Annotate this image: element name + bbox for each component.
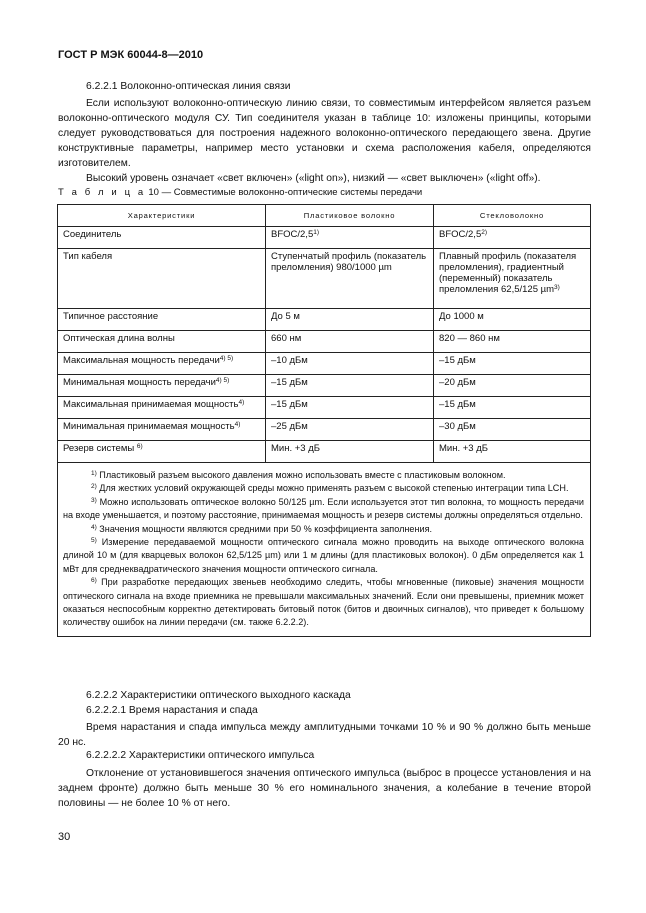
cell-characteristic-text: Максимальная принимаемая мощность [63,399,239,410]
cell-plastic [266,419,434,441]
cell-glass-text: BFOC/2,5 [439,229,482,240]
cell-characteristic-footnote-mark: 4) 5) [219,355,234,362]
table-note-mark: 1) [91,470,97,477]
table-note [63,469,584,482]
cell-glass-text: 820 — 860 нм [439,333,500,344]
section-62222-body [58,766,591,811]
table-note [63,536,584,576]
table-note [63,576,584,630]
table-note-mark: 6) [91,577,97,585]
cell-plastic-text: Мин. +3 дБ [271,443,320,454]
cell-characteristic-text: Минимальная мощность передачи [63,377,216,388]
cell-plastic-text: –10 дБм [271,355,308,366]
cell-plastic-text: –15 дБм [271,399,308,410]
section-6222-heading: 6.2.2.2 Характеристики оптического выходного каскада [86,690,351,701]
cell-characteristic-text: Тип кабеля [63,251,113,262]
cell-plastic [266,227,434,249]
cell-characteristic-text: Резерв системы [63,443,137,454]
section-62222-heading: 6.2.2.2.2 Характеристики оптического импульса [86,750,315,761]
cell-glass-text: –15 дБм [439,399,476,410]
header-plastic-fiber: Пластиковое волокно [266,205,434,227]
cell-plastic-text: –25 дБм [271,421,308,432]
section-62221-body [58,720,591,750]
table-notes-row [58,463,591,637]
table-note-text: Значения мощности являются средними при 50 % коэффициента заполнения. [96,523,433,534]
cell-characteristic-footnote-mark: 4) [238,399,245,406]
section-62222-paragraph: Отклонение от установившегося значения оптического импульса (выброс в процессе установления и на заднем фронте) должно быть меньше 30 % его номинального значения, а колебание в течение второй половины — не более 10 % от него. [58,768,591,809]
table-caption-text: 10 — Совместимые волоконно-оптические системы передачи [145,187,423,198]
cell-glass-footnote-mark: 3) [554,284,560,291]
cell-characteristic-footnote-mark: 4) [234,421,241,428]
cell-glass [434,249,591,309]
cell-glass-text: –20 дБм [439,377,476,388]
table-note-mark: 2) [91,483,97,491]
table-row [58,227,591,249]
cell-characteristic [58,441,266,463]
cell-plastic-text: Ступенчатый профиль (показатель преломления) 980/1000 µm [271,251,427,273]
cell-characteristic [58,331,266,353]
table-note-mark: 5) [91,537,97,545]
cell-glass [434,375,591,397]
cell-characteristic [58,419,266,441]
table-note-text: Измерение передаваемой мощности оптического сигнала можно проводить на выходе оптического волокна длиной 10 м (для кварцевых волокон 62,5/125 µm) или 1 м длины (для пластиковых волокон). 0 дБм определяется как 1 мВт для среднеквадратического значения мощности оптического сигнала. [63,537,584,574]
cell-glass [434,397,591,419]
cell-plastic-footnote-mark: 1) [313,229,320,236]
table-caption-label: Т а б л и ц а [58,187,146,198]
cell-characteristic [58,309,266,331]
table-note [63,482,584,495]
cell-glass [434,227,591,249]
document-header: ГОСТ Р МЭК 60044-8—2010 [58,49,204,61]
cell-plastic [266,331,434,353]
cell-plastic [266,441,434,463]
section-6221-paragraph-1: Если используют волоконно-оптическую линию связи, то совместимым интерфейсом является разъем волоконно-оптического модуля СУ. Тип соединителя указан в таблице 10: изложены принципы, которыми следует руководствоваться для построения надежного волоконно-оптического передающего звена. Другие конструктивные параметры, например место установки и схема расположения кабеля, определяются изготовителем. [58,98,591,169]
table-note-mark: 3) [91,496,97,504]
cell-glass-text: Мин. +3 дБ [439,443,488,454]
table-row [58,441,591,463]
cell-characteristic-text: Минимальная принимаемая мощность [63,421,235,432]
table-note-text: Можно использовать оптическое волокно 50/125 µm. Если используется этот тип волокна, то мощность передачи на входе уменьшается, и поэтому расстояние, принимаемая мощность и резерв системы должны определяться отдельно. [63,496,584,521]
table-notes [58,463,591,637]
cell-glass [434,309,591,331]
cell-characteristic-footnote-mark: 6) [136,443,143,450]
table-row [58,353,591,375]
cell-characteristic-text: Оптическая длина волны [63,333,175,344]
header-glass-fiber: Стекловолокно [434,205,591,227]
cell-characteristic [58,227,266,249]
cell-plastic [266,353,434,375]
table-note [63,523,584,536]
cell-glass [434,353,591,375]
cell-glass-text: До 1000 м [439,311,484,322]
table-row [58,309,591,331]
section-6221-body [58,96,591,186]
table-note-text: Пластиковый разъем высокого давления можно использовать вместе с пластиковым волокном. [96,470,506,480]
table-row [58,375,591,397]
cell-plastic-text: До 5 м [271,311,300,322]
cell-glass-footnote-mark: 2) [481,229,488,236]
page-number: 30 [58,831,71,843]
cell-plastic-text: –15 дБм [271,377,308,388]
table-body [58,227,591,463]
section-62221-heading: 6.2.2.2.1 Время нарастания и спада [86,705,258,716]
section-6221-paragraph-2: Высокий уровень означает «свет включен» («light on»), низкий — «свет выключен» («light off»). [86,173,541,184]
cell-plastic [266,397,434,419]
table-header-row [58,205,591,227]
cell-glass-text: –30 дБм [439,421,476,432]
table-caption [58,187,422,198]
cell-glass-text: –15 дБм [439,355,476,366]
cell-glass [434,441,591,463]
cell-glass [434,419,591,441]
cell-plastic [266,249,434,309]
cell-plastic [266,309,434,331]
cell-characteristic [58,375,266,397]
cell-plastic-text: 660 нм [271,333,302,344]
table-note [63,496,584,523]
cell-characteristic [58,353,266,375]
table-note-text: Для жестких условий окружающей среды можно применять разъем с высокой степенью интеграции типа LCH. [96,483,569,494]
cell-glass-text: Плавный профиль (показателя преломления), градиентный (переменный) показатель преломления 62,5/125 µm [439,251,577,295]
table-row [58,397,591,419]
cell-characteristic-text: Максимальная мощность передачи [63,355,220,366]
cell-characteristic-footnote-mark: 4) 5) [215,377,230,384]
cell-plastic-text: BFOC/2,5 [271,229,314,240]
section-6221-heading: 6.2.2.1 Волоконно-оптическая линия связи [86,81,291,92]
cell-characteristic-text: Соединитель [63,229,122,240]
table-note-mark: 4) [91,523,97,531]
table-row [58,419,591,441]
table-row [58,331,591,353]
compatible-fiber-systems-table [57,204,591,637]
cell-characteristic [58,249,266,309]
cell-plastic [266,375,434,397]
cell-characteristic [58,397,266,419]
table-note-text: При разработке передающих звеньев необходимо следить, чтобы мгновенные (пиковые) значения мощности оптического сигнала на входе приемника не превышали максимальных значений. Если они превышены, приемник может оказаться неспособным корректно детектировать битовый поток (битов и двоичных сигналов), что приведет к большому количеству ошибок на линии передачи (см. также 6.2.2.2). [63,577,584,628]
cell-characteristic-text: Типичное расстояние [63,311,159,322]
table-row [58,249,591,309]
cell-glass [434,331,591,353]
header-characteristics: Характеристики [58,205,266,227]
section-62221-paragraph: Время нарастания и спада импульса между амплитудными точками 10 % и 90 % должно быть меньше 20 нс. [58,722,591,748]
